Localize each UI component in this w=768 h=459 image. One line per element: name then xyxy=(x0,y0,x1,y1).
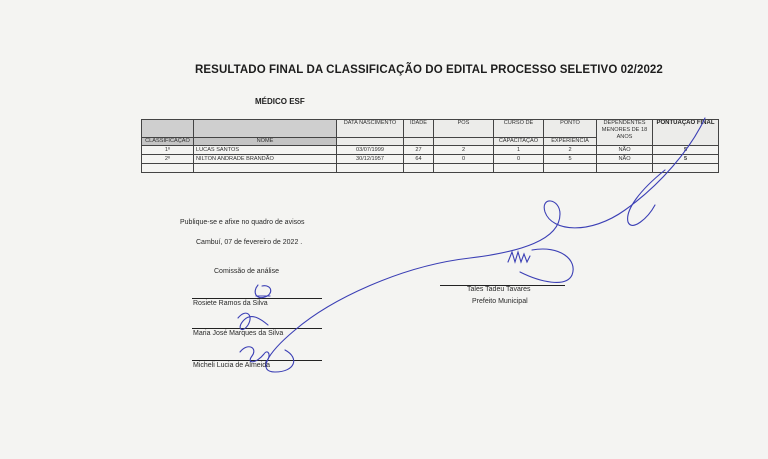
cell-classificacao: 1º xyxy=(142,146,194,155)
cell-empty xyxy=(337,164,404,173)
mayor-signature-initials xyxy=(508,252,530,262)
cell-empty xyxy=(404,164,434,173)
table-row xyxy=(142,155,719,164)
results-table xyxy=(141,119,719,173)
header-data-nascimento: DATA NASCIMENTO xyxy=(337,120,404,138)
table-header-row xyxy=(142,120,719,138)
cell-dependentes: NÃO xyxy=(597,155,653,164)
header-idade: IDADE xyxy=(404,120,434,138)
cell-idade: 64 xyxy=(404,155,434,164)
header-data-nascimento-cont xyxy=(337,138,404,146)
table-row-empty xyxy=(142,164,719,173)
member-signature-1 xyxy=(255,285,271,298)
cell-experiencia: 2 xyxy=(544,146,597,155)
cell-empty xyxy=(194,164,337,173)
cell-empty xyxy=(544,164,597,173)
cell-data-nascimento: 30/12/1957 xyxy=(337,155,404,164)
header-pontuacao-final: PONTUAÇÃO FINAL xyxy=(653,120,719,146)
cell-empty xyxy=(597,164,653,173)
cell-pos: 0 xyxy=(434,155,494,164)
cell-empty xyxy=(142,164,194,173)
publish-notice: Publique-se e afixe no quadro de avisos xyxy=(180,219,305,226)
header-curso-de: CURSO DE xyxy=(494,120,544,138)
header-classificacao: CLASSIFICAÇÃO xyxy=(142,138,194,146)
mayor-signature-stroke xyxy=(520,249,573,282)
commission-member-3: Micheli Lucia de Almeida xyxy=(193,362,271,369)
signature-line xyxy=(192,360,322,361)
header-idade-cont xyxy=(404,138,434,146)
cell-nome: NILTON ANDRADE BRANDÃO xyxy=(194,155,337,164)
cell-classificacao: 2º xyxy=(142,155,194,164)
cell-empty xyxy=(434,164,494,173)
header-nome: NOME xyxy=(194,138,337,146)
mayor-signature-stroke xyxy=(628,170,665,225)
header-pos: PÓS xyxy=(434,120,494,138)
header-ponto: PONTO xyxy=(544,120,597,138)
cell-pos: 2 xyxy=(434,146,494,155)
header-capacitacao: CAPACITAÇÃO xyxy=(494,138,544,146)
cell-idade: 27 xyxy=(404,146,434,155)
section-title: MÉDICO ESF xyxy=(255,97,305,106)
mayor-role: Prefeito Municipal xyxy=(472,298,528,305)
cell-empty xyxy=(494,164,544,173)
table-row xyxy=(142,146,719,155)
cell-capacitacao: 1 xyxy=(494,146,544,155)
signature-line xyxy=(192,298,322,299)
commission-member-2: Maria José Marques da Silva xyxy=(193,330,284,337)
mayor-name: Tales Tadeu Tavares xyxy=(467,286,531,293)
cell-capacitacao: 0 xyxy=(494,155,544,164)
header-dependentes: DEPENDENTES MENORES DE 18 ANOS xyxy=(597,120,653,146)
cell-experiencia: 5 xyxy=(544,155,597,164)
header-pos-cont xyxy=(434,138,494,146)
commission-member-1: Rosiete Ramos da Silva xyxy=(193,300,268,307)
header-classificacao-spacer xyxy=(142,120,194,138)
page-title: RESULTADO FINAL DA CLASSIFICAÇÃO DO EDITAL PROCESSO SELETIVO 02/2022 xyxy=(195,64,663,76)
header-nome-spacer xyxy=(194,120,337,138)
cell-empty xyxy=(653,164,719,173)
commission-title: Comissão de análise xyxy=(214,268,279,275)
cell-pontuacao-final: 5 xyxy=(653,146,719,155)
date-line: Cambuí, 07 de fevereiro de 2022 . xyxy=(196,239,303,246)
cell-data-nascimento: 03/07/1999 xyxy=(337,146,404,155)
signature-line xyxy=(192,328,322,329)
cell-dependentes: NÃO xyxy=(597,146,653,155)
cell-nome: LUCAS SANTOS xyxy=(194,146,337,155)
cell-pontuacao-final: 5 xyxy=(653,155,719,164)
header-experiencia: EXPERIÊNCIA xyxy=(544,138,597,146)
